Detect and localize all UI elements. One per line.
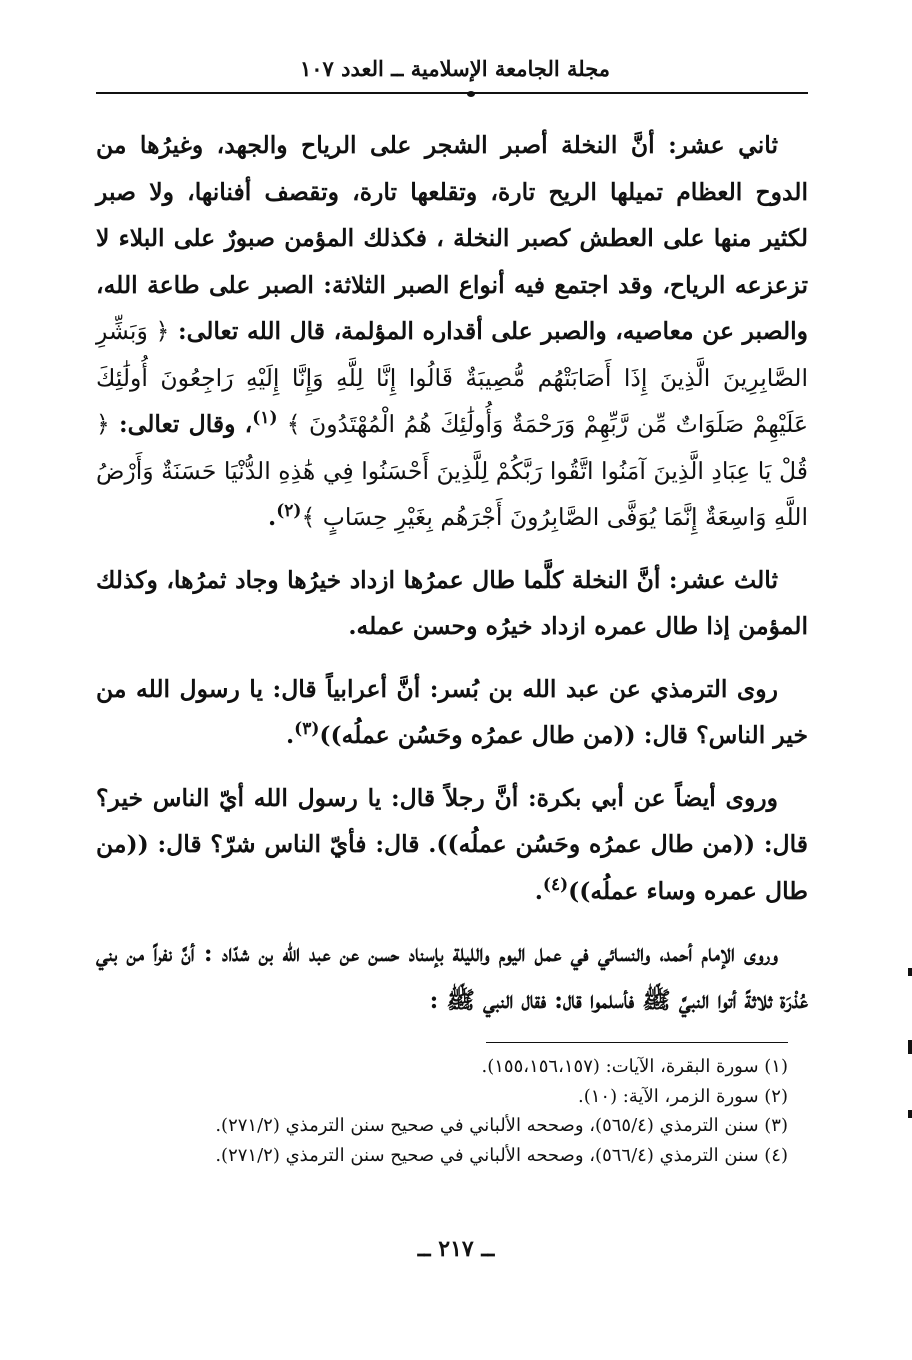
header-rule-ornament <box>467 91 475 97</box>
scan-edge-mark <box>908 1040 912 1054</box>
scan-edge-mark <box>908 1110 912 1118</box>
paragraph-tirmidhi-2-text: وروى أيضاً عن أبي بكرة: أنَّ رجلاً قال: يا رسول الله أيّ الناس خير؟ قال: ((من طال عمرُه وحَسُن عملُه)). قال: فأيّ الناس شرّ؟ قال: ((من طال عمره وساء عملُه)) <box>96 783 808 905</box>
footnote-ref-3: (٣) <box>294 719 320 740</box>
footnote-1: (١) سورة البقرة، الآيات: (١٥٥،١٥٦،١٥٧). <box>481 1056 788 1077</box>
running-header: مجلة الجامعة الإسلامية ــ العدد ١٠٧ <box>299 56 611 81</box>
footnote-ref-1: (١) <box>252 408 278 429</box>
footnotes <box>96 1052 788 1170</box>
footnote-ref-2: (٢) <box>276 501 302 522</box>
page-number: ــ ٢١٧ ــ <box>417 1236 495 1262</box>
article-body <box>96 122 808 1039</box>
scan-edge-mark <box>908 968 912 976</box>
paragraph-twelfth-text: ثاني عشر: أنَّ النخلة أصبر الشجر على الرياح والجهد، وغيرُها من الدوح العظام تميلها الريح تارة، وتقلعها تارة، وتقصف أفنانها، ولا صبر لكثير منها على العطش كصبر النخلة ، فكذلك المؤمن صبورٌ على البلاء لا تزعزعه الرياح، وقد اجتمع فيه أنواع الصبر الثلاثة: الصبر على طاعة الله، والصبر عن معاصيه، والصبر على أقداره المؤلمة، قال الله تعالى: <box>96 131 809 345</box>
header-rule <box>96 92 808 94</box>
paragraph-twelfth: ثاني عشر: أنَّ النخلة أصبر الشجر على الرياح والجهد، وغيرُها من الدوح العظام تميلها الريح تارة، وتقلعها تارة، وتقصف أفنانها، ولا صبر لكثير منها على العطش كصبر النخلة ، فكذلك المؤمن صبورٌ على البلاء لا تزعزعه الرياح، وقد اجتمع فيه أنواع الصبر الثلاثة: الصبر على طاعة الله، والصبر عن معاصيه، والصبر على أقداره المؤلمة، قال الله تعالى: ﴿ وَبَشِّرِ الصَّابِرِينَ الَّذِينَ إِذَا أَصَابَتْهُم مُّصِيبَةٌ قَالُوا إِنَّا لِلَّهِ وَإِنَّا إِلَيْهِ رَاجِعُونَ أُولَٰئِكَ عَلَيْهِمْ صَلَوَاتٌ مِّن رَّبِّهِمْ وَرَحْمَةٌ وَأُولَٰئِكَ هُمُ الْمُهْتَدُونَ ﴾ $^{(١)}$، وقال تعالى: ﴿ قُلْ يَا عِبَادِ الَّذِينَ آمَنُوا اتَّقُوا رَبَّكُمْ لِلَّذِينَ أَحْسَنُوا فِي هَٰذِهِ الدُّنْيَا حَسَنَةٌ وَأَرْضُ اللَّهِ وَاسِعَةٌ إِنَّمَا يُوَفَّى الصَّابِرُونَ أَجْرَهُم بِغَيْرِ حِسَابٍ ﴾$^{(٢)}$. <box>96 131 809 531</box>
paragraph-twelfth-cont: ، وقال تعالى: <box>118 410 253 438</box>
paragraph-ahmad: وروى الإمام أحمد، والنسائي في عمل اليوم والليلة بإسناد حسن عن عبد الله بن شدّاد : أنَّ نفراً من بني عُذْرَة ثلاثةً أتوا النبيَّ ﷺ فأسلموا قال: فقال النبي ﷺ : <box>96 939 808 1014</box>
paragraph-tirmidhi-1-text: روى الترمذي عن عبد الله بن بُسر: أنَّ أعرابياً قال: يا رسول الله من خير الناس؟ قال: ((من طال عمرُه وحَسُن عملُه)) <box>96 674 808 749</box>
footnote-4: (٤) سنن الترمذي (٥٦٦/٤)، وصححه الألباني في صحيح سنن الترمذي (٢٧١/٢). <box>215 1144 788 1166</box>
paragraph-tirmidhi-2: وروى أيضاً عن أبي بكرة: أنَّ رجلاً قال: يا رسول الله أيّ الناس خير؟ قال: ((من طال عمرُه وحَسُن عملُه)). قال: فأيّ الناس شرّ؟ قال: ((من طال عمره وساء عملُه))$^{(٤)}$. <box>96 783 808 905</box>
footnote-3: (٣) سنن الترمذي (٥٦٥/٤)، وصححه الألباني في صحيح سنن الترمذي (٢٧١/٢). <box>215 1115 788 1136</box>
paragraph-tirmidhi-1: روى الترمذي عن عبد الله بن بُسر: أنَّ أعرابياً قال: يا رسول الله من خير الناس؟ قال: ((من طال عمرُه وحَسُن عملُه))$^{(٣)}$. <box>96 674 808 749</box>
footnote-ref-4: (٤) <box>542 874 569 895</box>
footnote-2: (٢) سورة الزمر، الآية: (١٠). <box>577 1085 788 1107</box>
footnote-rule <box>486 1042 788 1043</box>
quran-verse-baqarah: ﴿ وَبَشِّرِ الصَّابِرِينَ الَّذِينَ إِذَا أَصَابَتْهُم مُّصِيبَةٌ قَالُوا إِنَّا لِلَّهِ وَإِنَّا إِلَيْهِ رَاجِعُونَ أُولَٰئِكَ عَلَيْهِمْ صَلَوَاتٌ مِّن رَّبِّهِمْ وَرَحْمَةٌ وَأُولَٰئِكَ هُمُ الْمُهْتَدُونَ ﴾ <box>96 317 808 438</box>
paragraph-thirteenth: ثالث عشر: أنَّ النخلة كلَّما طال عمرُها ازداد خيرُها وجاد ثمرُها، وكذلك المؤمن إذا طال عمره ازداد خيرُه وحسن عمله. <box>96 565 808 640</box>
quran-verse-zumar: ﴿ قُلْ يَا عِبَادِ الَّذِينَ آمَنُوا اتَّقُوا رَبَّكُمْ لِلَّذِينَ أَحْسَنُوا فِي هَٰذِهِ الدُّنْيَا حَسَنَةٌ وَأَرْضُ اللَّهِ وَاسِعَةٌ إِنَّمَا يُوَفَّى الصَّابِرُونَ أَجْرَهُم بِغَيْرِ حِسَابٍ ﴾ <box>96 410 808 531</box>
